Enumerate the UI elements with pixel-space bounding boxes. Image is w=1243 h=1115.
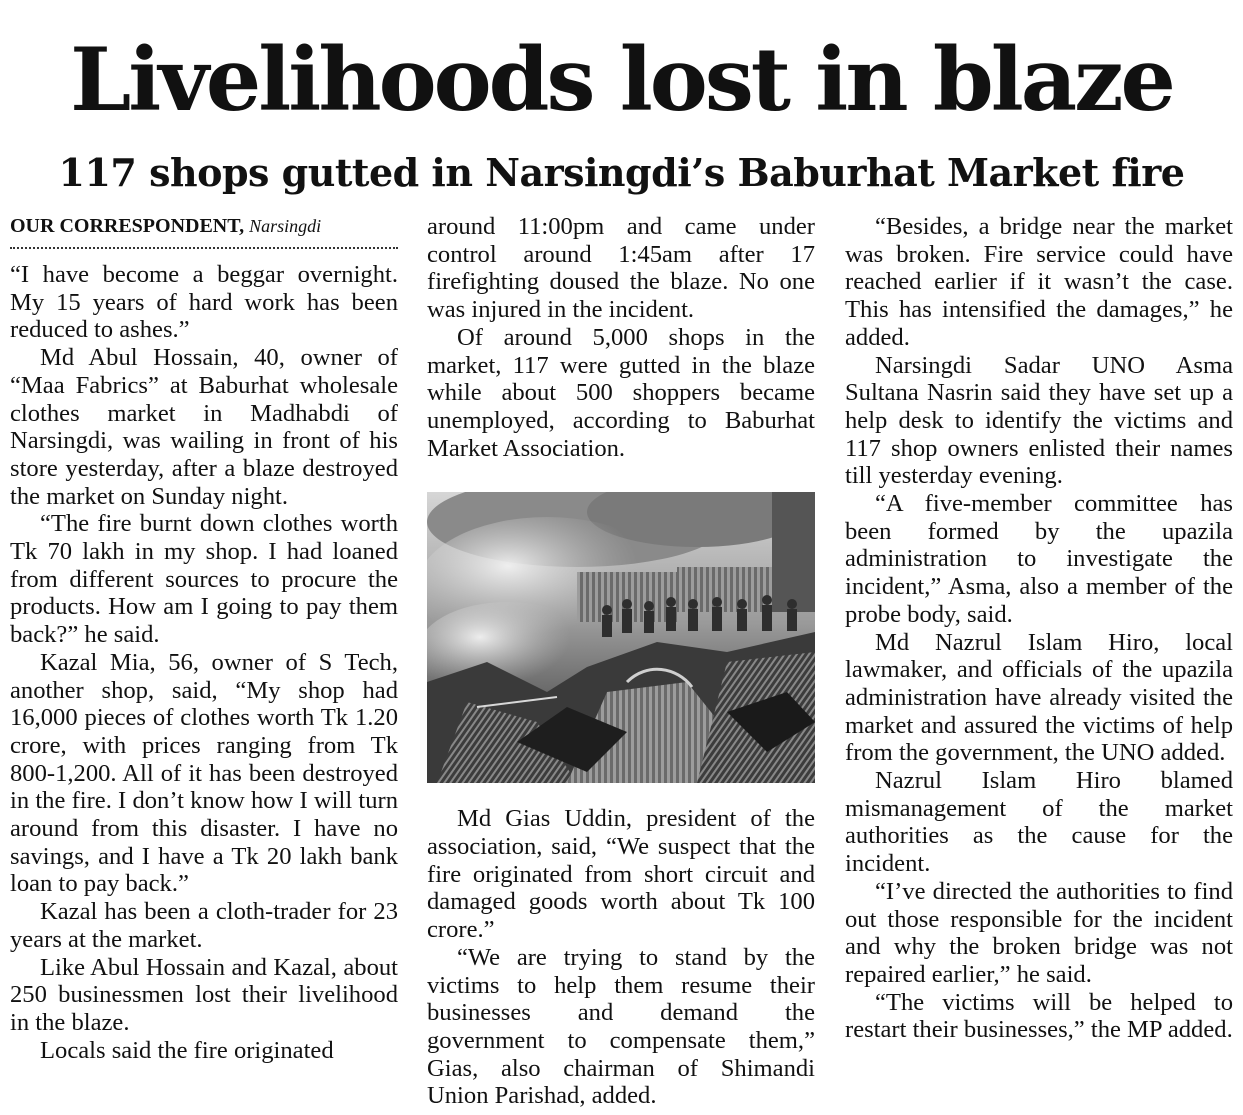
paragraph: “The fire burnt down clothes worth Tk 70 lakh in my shop. I had loaned from different sources to procure the products. How am I going to pay them back?” he said. — [10, 510, 398, 649]
byline-name: OUR CORRESPONDENT, — [10, 215, 245, 237]
paragraph: “A five-member committee has been formed by the upazila administration to investigate the incident,” Asma, also a member of the probe body, said. — [845, 490, 1233, 628]
paragraph: “Besides, a bridge near the market was broken. Fire service could have reached earlier if it wasn’t the case. This has intensified the damages,” he added. — [845, 213, 1233, 351]
paragraph: Md Abul Hossain, 40, owner of “Maa Fabrics” at Baburhat wholesale clothes market in Madhabdi of Narsingdi, was wailing in front of his store yesterday, after a blaze destroyed the market on Sunday night. — [10, 344, 398, 510]
paragraph: “We are trying to stand by the victims to help them resume their businesses and demand the government to compensate them,” Gias, also chairman of Shimandi Union Parishad, added. — [427, 943, 815, 1110]
paragraph: Nazrul Islam Hiro blamed mismanagement of the market authorities as the cause for the incident. — [845, 767, 1233, 878]
headline: Livelihoods lost in blaze — [70, 28, 1173, 131]
subheadline: 117 shops gutted in Narsingdi’s Baburhat Market fire — [58, 150, 1185, 195]
article-column-3 — [845, 213, 1233, 1044]
byline — [10, 213, 398, 249]
paragraph: Md Nazrul Islam Hiro, local lawmaker, and officials of the upazila administration have already visited the market and assured the victims of help from the government, the UNO added. — [845, 628, 1233, 767]
paragraph: Locals said the fire originated — [40, 1036, 334, 1064]
fire-aftermath-photo — [427, 492, 815, 783]
paragraph: “The victims will be helped to restart their businesses,” the MP added. — [845, 988, 1233, 1044]
paragraph: Kazal has been a cloth-trader for 23 years at the market. — [10, 898, 398, 953]
paragraph: “I’ve directed the authorities to find out those responsible for the incident and why the broken bridge was not repaired earlier,” he said. — [845, 877, 1233, 988]
paragraph: Md Gias Uddin, president of the association, said, “We suspect that the fire originated from short circuit and damaged goods worth about Tk 100 crore.” — [427, 805, 815, 944]
paragraph: Like Abul Hossain and Kazal, about 250 businessmen lost their livelihood in the blaze. — [10, 953, 398, 1036]
paragraph: Kazal Mia, 56, owner of S Tech, another shop, said, “My shop had 16,000 pieces of clothes worth Tk 1.20 crore, with prices ranging from Tk 800-1,200. All of it has been destroyed in the fire. I don’t know how I will turn around from this disaster. I have no savings, and I have a Tk 20 lakh bank loan to pay back.” — [10, 648, 398, 898]
paragraph: Narsingdi Sadar UNO Asma Sultana Nasrin said they have set up a help desk to identify the victims and 117 shop owners enlisted their names till yesterday evening. — [845, 351, 1233, 490]
paragraph: around 11:00pm and came under control around 1:45am after 17 firefighting doused the blaze. No one was injured in the incident. — [427, 213, 815, 324]
article-column-1 — [10, 213, 398, 1064]
paragraph: Of around 5,000 shops in the market, 117 were gutted in the blaze while about 500 shoppers became unemployed, according to Baburhat Market Association. — [427, 323, 815, 462]
paragraph: “I have become a beggar overnight. My 15 years of hard work has been reduced to ashes.” — [10, 261, 398, 344]
byline-place: Narsingdi — [249, 216, 322, 236]
article-column-2 — [427, 213, 815, 1110]
